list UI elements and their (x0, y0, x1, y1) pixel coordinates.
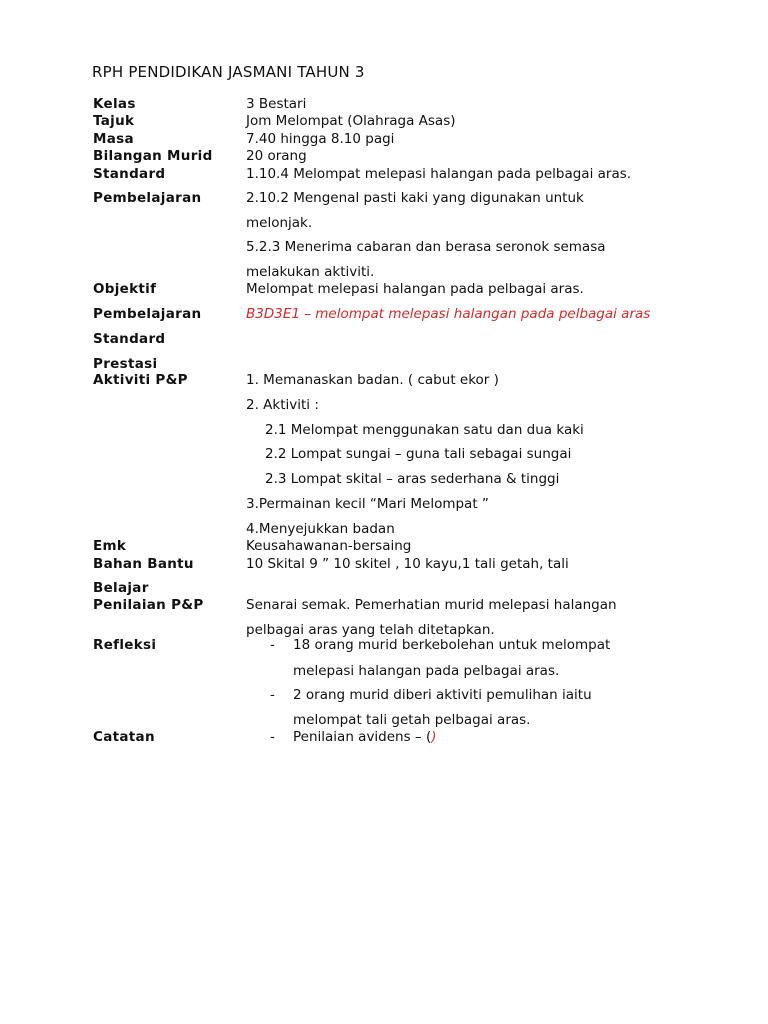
label-pembelajaran-2: Pembelajaran (93, 306, 202, 322)
label-tajuk: Tajuk (93, 113, 135, 129)
value-refleksi-2a: 2 orang murid diberi aktiviti pemulihan iaitu (293, 687, 592, 703)
value-tajuk: Jom Melompat (Olahraga Asas) (246, 113, 456, 129)
value-aktiviti-4: 4.Menyejukkan badan (246, 521, 395, 537)
value-prestasi: B3D3E1 – melompat melepasi halangan pada pelbagai aras (246, 306, 651, 322)
document-title: RPH PENDIDIKAN JASMANI TAHUN 3 (92, 63, 365, 81)
value-penilaian-a: Senarai semak. Pemerhatian murid melepasi halangan (246, 597, 617, 613)
refleksi-dash-1: - (270, 637, 275, 653)
label-prestasi: Prestasi (93, 356, 158, 372)
value-refleksi-2b: melompat tali getah pelbagai aras. (293, 712, 531, 728)
value-bilangan-murid: 20 orang (246, 148, 307, 164)
value-standard-2b: melonjak. (246, 215, 313, 231)
label-standard-2: Standard (93, 331, 166, 347)
label-refleksi: Refleksi (93, 637, 157, 653)
value-aktiviti-2: 2. Aktiviti : (246, 397, 319, 413)
label-bilangan-murid: Bilangan Murid (93, 148, 213, 164)
label-belajar: Belajar (93, 580, 149, 596)
value-standard-2a: 2.10.2 Mengenal pasti kaki yang digunakan untuk (246, 190, 584, 206)
value-objektif: Melompat melepasi halangan pada pelbagai aras. (246, 281, 584, 297)
value-emk: Keusahawanan-bersaing (246, 538, 412, 554)
value-aktiviti-3: 3.Permainan kecil “Mari Melompat ” (246, 496, 489, 512)
label-emk: Emk (93, 538, 127, 554)
label-pembelajaran: Pembelajaran (93, 190, 202, 206)
catatan-red-paren: ) (431, 729, 437, 745)
value-aktiviti-1: 1. Memanaskan badan. ( cabut ekor ) (246, 372, 499, 388)
value-aktiviti-2-3: 2.3 Lompat skital – aras sederhana & tinggi (265, 471, 560, 487)
value-penilaian-b: pelbagai aras yang telah ditetapkan. (246, 622, 495, 638)
label-standard: Standard (93, 166, 166, 182)
refleksi-dash-2: - (270, 687, 275, 703)
label-masa: Masa (93, 131, 134, 147)
value-refleksi-1a: 18 orang murid berkebolehan untuk melompat (293, 637, 611, 653)
value-refleksi-1b: melepasi halangan pada pelbagai aras. (293, 663, 560, 679)
value-masa: 7.40 hingga 8.10 pagi (246, 131, 395, 147)
value-standard-1: 1.10.4 Melompat melepasi halangan pada pelbagai aras. (246, 166, 632, 182)
label-kelas: Kelas (93, 96, 136, 112)
value-standard-3b: melakukan aktiviti. (246, 264, 375, 280)
catatan-text: Penilaian avidens – ( (293, 729, 432, 745)
value-standard-3a: 5.2.3 Menerima cabaran dan berasa seronok semasa (246, 239, 606, 255)
label-catatan: Catatan (93, 729, 155, 745)
value-aktiviti-2-1: 2.1 Melompat menggunakan satu dan dua kaki (265, 422, 584, 438)
label-aktiviti: Aktiviti P&P (93, 372, 188, 388)
label-penilaian: Penilaian P&P (93, 597, 204, 613)
value-kelas: 3 Bestari (246, 96, 307, 112)
label-bahan-bantu: Bahan Bantu (93, 556, 194, 572)
value-bahan-bantu: 10 Skital 9 ” 10 skitel , 10 kayu,1 tali getah, tali (246, 556, 569, 572)
value-aktiviti-2-2: 2.2 Lompat sungai – guna tali sebagai sungai (265, 446, 572, 462)
catatan-dash: - (270, 729, 275, 745)
label-objektif: Objektif (93, 281, 157, 297)
value-catatan (293, 729, 437, 746)
